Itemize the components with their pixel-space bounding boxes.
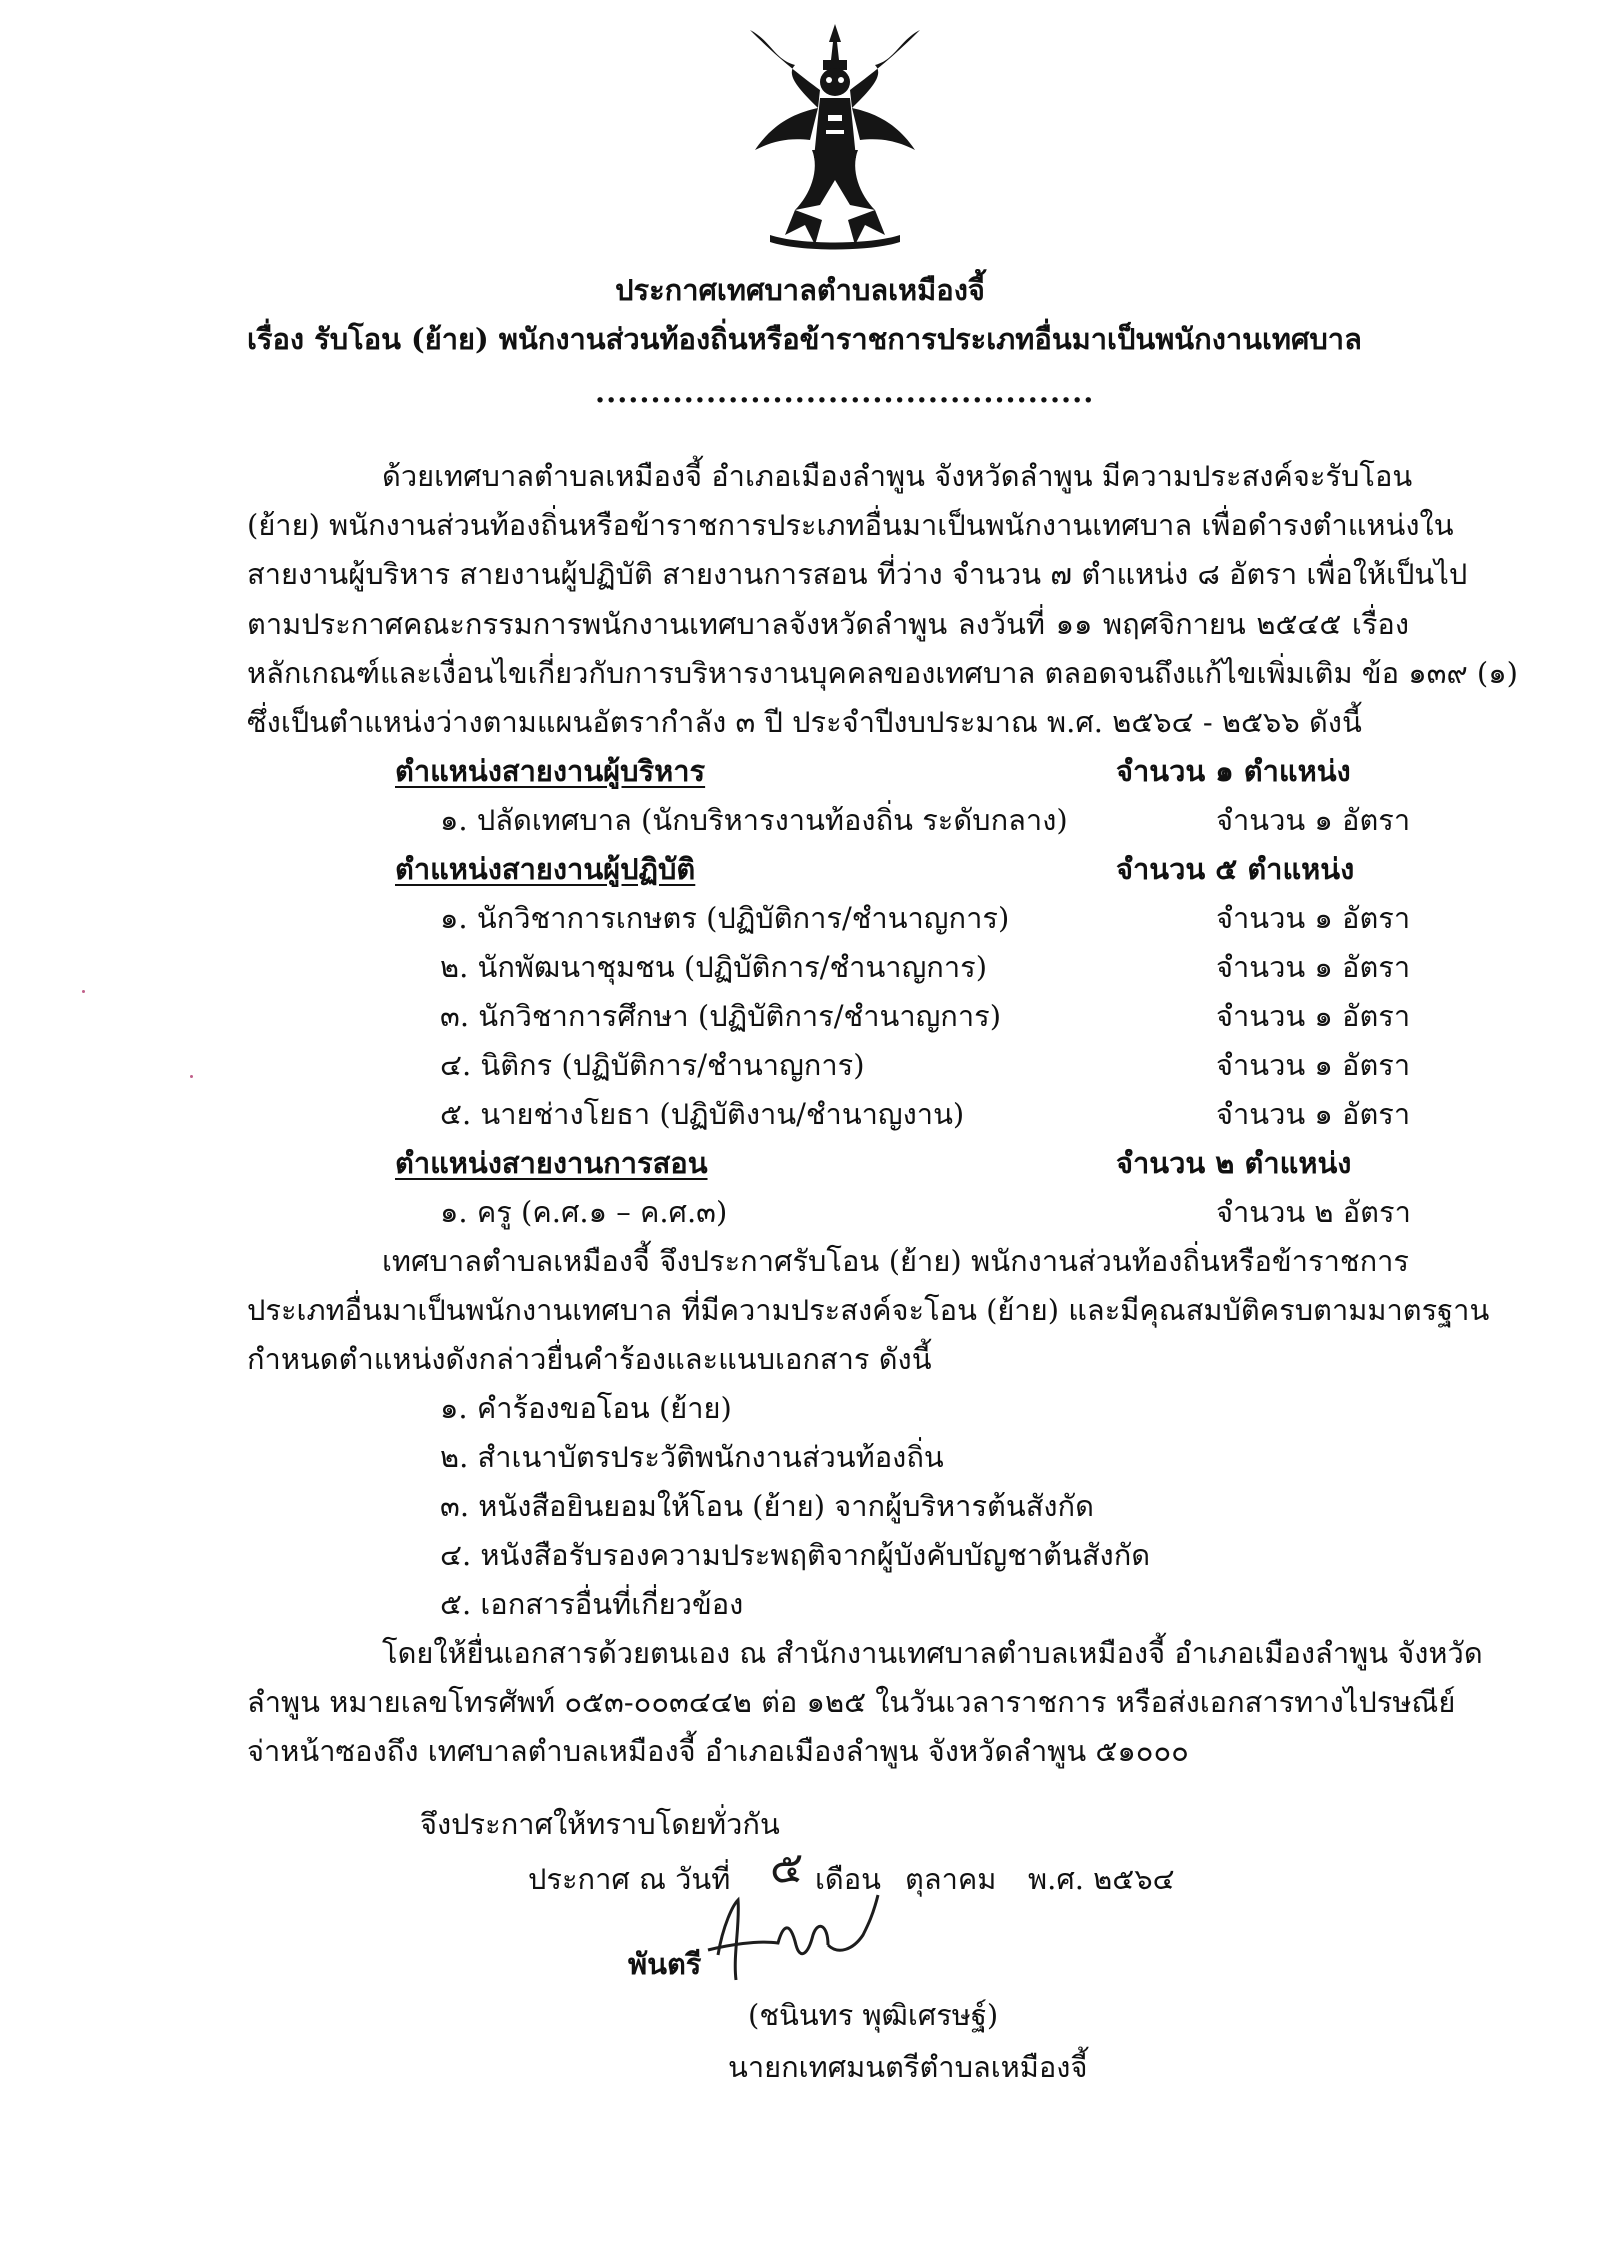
signer-rank: พันตรี <box>628 1947 702 1981</box>
group-heading: ตำแหน่งสายงานการสอน <box>395 1146 708 1180</box>
document-item: ๓. หนังสือยินยอมให้โอน (ย้าย) จากผู้บริหารต้นสังกัด <box>440 1489 1094 1523</box>
position-rate: จำนวน ๑ อัตรา <box>1216 803 1411 837</box>
intro-line: ด้วยเทศบาลตำบลเหมืองจี้ อำเภอเมืองลำพูน จังหวัดลำพูน มีความประสงค์จะรับโอน <box>382 459 1413 493</box>
date-day: ๕ <box>770 1842 804 1893</box>
group-count: จำนวน ๒ ตำแหน่ง <box>1116 1146 1352 1180</box>
date-prefix: ประกาศ ณ วันที่ <box>528 1862 731 1896</box>
position-rate: จำนวน ๑ อัตรา <box>1216 1097 1411 1131</box>
document-item: ๒. สำเนาบัตรประวัติพนักงานส่วนท้องถิ่น <box>440 1440 944 1474</box>
document-item: ๕. เอกสารอื่นที่เกี่ยวข้อง <box>440 1587 744 1621</box>
intro-line: หลักเกณฑ์และเงื่อนไขเกี่ยวกับการบริหารงานบุคคลของเทศบาล ตลอดจนถึงแก้ไขเพิ่มเติม ข้อ ๑๓๙ (๑) <box>247 656 1518 690</box>
date-year: พ.ศ. ๒๕๖๔ <box>1028 1862 1175 1896</box>
submission-line: ลำพูน หมายเลขโทรศัพท์ ๐๕๓-๐๐๓๔๔๒ ต่อ ๑๒๕ ในวันเวลาราชการ หรือส่งเอกสารทางไปรษณีย์ <box>247 1685 1456 1719</box>
signature <box>678 1885 928 1990</box>
announce-line: ประเภทอื่นมาเป็นพนักงานเทศบาล ที่มีความประสงค์จะโอน (ย้าย) และมีคุณสมบัติครบตามมาตรฐาน <box>247 1293 1490 1327</box>
intro-line: (ย้าย) พนักงานส่วนท้องถิ่นหรือข้าราชการประเภทอื่นมาเป็นพนักงานเทศบาล เพื่อดำรงตำแหน่งใน <box>247 508 1454 542</box>
submission-line: จ่าหน้าซองถึง เทศบาลตำบลเหมืองจี้ อำเภอเมืองลำพูน จังหวัดลำพูน ๕๑๐๐๐ <box>247 1734 1189 1768</box>
announce-line: กำหนดตำแหน่งดังกล่าวยื่นคำร้องและแนบเอกสาร ดังนี้ <box>247 1342 932 1376</box>
intro-line: ซึ่งเป็นตำแหน่งว่างตามแผนอัตรากำลัง ๓ ปี ประจำปีงบประมาณ พ.ศ. ๒๕๖๔ - ๒๕๖๖ ดังนี้ <box>247 705 1362 739</box>
submission-line: โดยให้ยื่นเอกสารด้วยตนเอง ณ สำนักงานเทศบาลตำบลเหมืองจี้ อำเภอเมืองลำพูน จังหวัด <box>382 1636 1483 1670</box>
group-heading: ตำแหน่งสายงานผู้ปฏิบัติ <box>395 852 696 886</box>
intro-line: ตามประกาศคณะกรรมการพนักงานเทศบาลจังหวัดลำพูน ลงวันที่ ๑๑ พฤศจิกายน ๒๕๔๕ เรื่อง <box>247 607 1409 641</box>
signer-position: นายกเทศมนตรีตำบลเหมืองจี้ <box>728 2050 1088 2084</box>
subject-line: เรื่อง รับโอน (ย้าย) พนักงานส่วนท้องถิ่นหรือข้าราชการประเภทอื่นมาเป็นพนักงานเทศบาล <box>247 322 1362 356</box>
position-rate: จำนวน ๑ อัตรา <box>1216 999 1411 1033</box>
position-rate: จำนวน ๑ อัตรา <box>1216 1048 1411 1082</box>
position-rate: จำนวน ๒ อัตรา <box>1216 1195 1411 1229</box>
page-title: ประกาศเทศบาลตำบลเหมืองจี้ <box>615 273 985 307</box>
group-heading: ตำแหน่งสายงานผู้บริหาร <box>395 754 706 788</box>
position-item: ๔. นิติกร (ปฏิบัติการ/ชำนาญการ) <box>440 1048 865 1082</box>
position-item: ๓. นักวิชาการศึกษา (ปฏิบัติการ/ชำนาญการ) <box>440 999 1002 1033</box>
position-item: ๑. นักวิชาการเกษตร (ปฏิบัติการ/ชำนาญการ) <box>440 901 1010 935</box>
group-count: จำนวน ๕ ตำแหน่ง <box>1116 852 1355 886</box>
position-item: ๕. นายช่างโยธา (ปฏิบัติงาน/ชำนาญงาน) <box>440 1097 965 1131</box>
garuda-emblem-icon <box>740 20 930 260</box>
header-divider: ............................................. <box>595 375 1095 409</box>
document-item: ๔. หนังสือรับรองความประพฤติจากผู้บังคับบัญชาต้นสังกัด <box>440 1538 1151 1572</box>
position-item: ๑. ครู (ค.ศ.๑ – ค.ศ.๓) <box>440 1195 728 1229</box>
date-month-label: เดือน <box>815 1862 881 1896</box>
intro-line: สายงานผู้บริหาร สายงานผู้ปฏิบัติ สายงานการสอน ที่ว่าง จำนวน ๗ ตำแหน่ง ๘ อัตรา เพื่อให้เป็นไป <box>247 557 1468 591</box>
announce-line: เทศบาลตำบลเหมืองจี้ จึงประกาศรับโอน (ย้าย) พนักงานส่วนท้องถิ่นหรือข้าราชการ <box>382 1244 1409 1278</box>
closing-text: จึงประกาศให้ทราบโดยทั่วกัน <box>420 1807 780 1841</box>
document-item: ๑. คำร้องขอโอน (ย้าย) <box>440 1391 732 1425</box>
position-rate: จำนวน ๑ อัตรา <box>1216 901 1411 935</box>
position-item: ๒. นักพัฒนาชุมชน (ปฏิบัติการ/ชำนาญการ) <box>440 950 988 984</box>
date-month: ตุลาคม <box>905 1862 997 1896</box>
group-count: จำนวน ๑ ตำแหน่ง <box>1116 754 1351 788</box>
signer-name: (ชนินทร พุฒิเศรษฐ์) <box>748 1998 999 2032</box>
position-item: ๑. ปลัดเทศบาล (นักบริหารงานท้องถิ่น ระดับกลาง) <box>440 803 1068 837</box>
position-rate: จำนวน ๑ อัตรา <box>1216 950 1411 984</box>
